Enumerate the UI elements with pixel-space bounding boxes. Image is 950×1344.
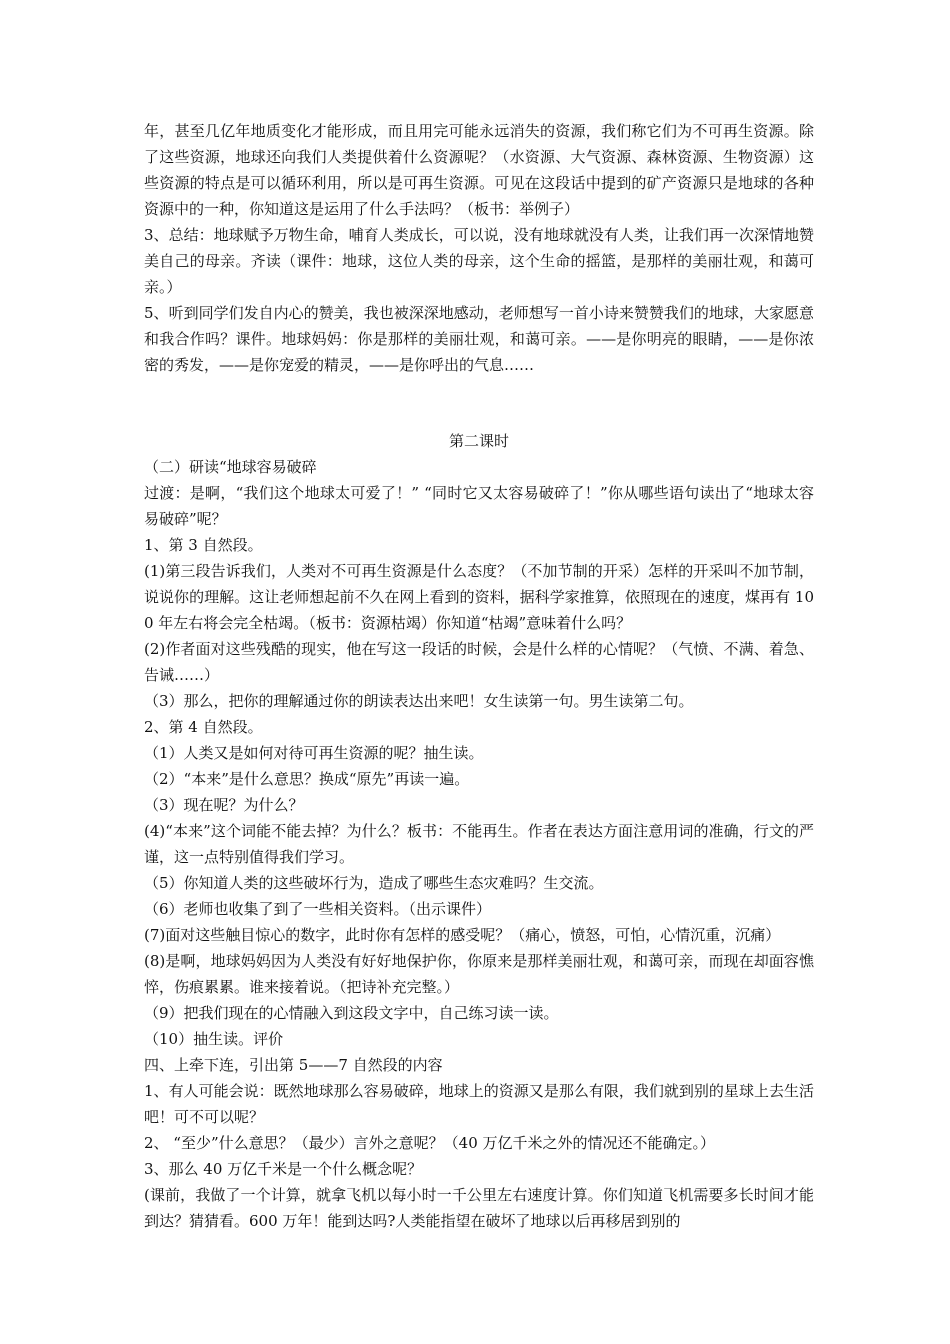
paragraph: (2)作者面对这些残酷的现实，他在写这一段话的时候，会是什么样的心情呢？（气愤、不满、着急、告诫……） — [144, 640, 814, 684]
paragraph: 3、总结：地球赋予万物生命，哺育人类成长，可以说，没有地球就没有人类，让我们再一次深情地赞美自己的母亲。齐读（课件：地球，这位人类的母亲，这个生命的摇篮，是那样的美丽壮观，和蔼可亲。） — [144, 226, 814, 296]
paragraph: 年，甚至几亿年地质变化才能形成，而且用完可能永远消失的资源，我们称它们为不可再生资源。除了这些资源，地球还向我们人类提供着什么资源呢？（水资源、大气资源、森林资源、生物资源）这些资源的特点是可以循环利用，所以是可再生资源。可见在这段话中提到的矿产资源只是地球的各种资源中的一种，你知道这是运用了什么手法吗？（板书：举例子） — [144, 122, 814, 218]
paragraph: 过渡：是啊，“我们这个地球太可爱了！” “同时它又太容易破碎了！”你从哪些语句读出了“地球太容易破碎”呢？ — [144, 484, 814, 528]
paragraph: （2）“本来”是什么意思？换成“原先”再读一遍。 — [144, 770, 470, 788]
paragraph: （1）人类又是如何对待可再生资源的呢？抽生读。 — [144, 744, 484, 762]
lesson-title: 第二课时 — [448, 432, 509, 450]
paragraph: （3）那么，把你的理解通过你的朗读表达出来吧！女生读第一句。男生读第二句。 — [144, 692, 694, 710]
paragraph: 1、第 3 自然段。 — [144, 536, 263, 554]
paragraph: (8)是啊，地球妈妈因为人类没有好好地保护你，你原来是那样美丽壮观，和蔼可亲，而现在却面容憔悴，伤痕累累。谁来接着说。（把诗补充完整。） — [144, 952, 814, 996]
section-2 — [144, 454, 814, 1234]
paragraph: (7)面对这些触目惊心的数字，此时你有怎样的感受呢？（痛心，愤怒，可怕，心情沉重，沉痛） — [144, 926, 781, 944]
section-gap — [144, 378, 814, 428]
paragraph: 2、 “至少”什么意思？（最少）言外之意呢？（40 万亿千米之外的情况还不能确定。） — [144, 1134, 716, 1152]
paragraph: （6）老师也收集了到了一些相关资料。（出示课件） — [144, 900, 492, 918]
paragraph: 3、那么 40 万亿千米是一个什么概念呢？ — [144, 1160, 423, 1178]
paragraph: 2、第 4 自然段。 — [144, 718, 263, 736]
paragraph: （二）研读“地球容易破碎 — [144, 458, 317, 476]
paragraph: 四、上牵下连，引出第 5——7 自然段的内容 — [144, 1056, 443, 1074]
paragraph: （3）现在呢？为什么？ — [144, 796, 304, 814]
paragraph: （9）把我们现在的心情融入到这段文字中，自己练习读一读。 — [144, 1004, 559, 1022]
paragraph: (4)“本来”这个词能不能去掉？为什么？板书：不能再生。作者在表达方面注意用词的准确，行文的严谨，这一点特别值得我们学习。 — [144, 822, 814, 866]
paragraph: （10）抽生读。评价 — [144, 1030, 284, 1048]
document-page — [144, 118, 814, 1234]
paragraph: 1、有人可能会说：既然地球那么容易破碎，地球上的资源又是那么有限，我们就到别的星球上去生活吧！可不可以呢？ — [144, 1082, 814, 1126]
paragraph: 5、听到同学们发自内心的赞美，我也被深深地感动，老师想写一首小诗来赞赞我们的地球，大家愿意和我合作吗？课件。地球妈妈：你是那样的美丽壮观，和蔼可亲。——是你明亮的眼睛，——是你浓密的秀发，——是你宠爱的精灵，——是你呼出的气息…… — [144, 304, 814, 374]
section-1 — [144, 118, 814, 378]
paragraph: (1)第三段告诉我们，人类对不可再生资源是什么态度？（不加节制的开采）怎样的开采叫不加节制，说说你的理解。这让老师想起前不久在网上看到的资料，据科学家推算，依照现在的速度，煤再有 100 年左右将会完全枯竭。（板书：资源枯竭）你知道“枯竭”意味着什么吗？ — [144, 562, 814, 632]
paragraph: (课前，我做了一个计算，就拿飞机以每小时一千公里左右速度计算。你们知道飞机需要多长时间才能到达？猜猜看。600 万年！能到达吗?人类能指望在破坏了地球以后再移居到别的 — [144, 1186, 814, 1230]
paragraph: （5）你知道人类的这些破坏行为，造成了哪些生态灾难吗？生交流。 — [144, 874, 604, 892]
